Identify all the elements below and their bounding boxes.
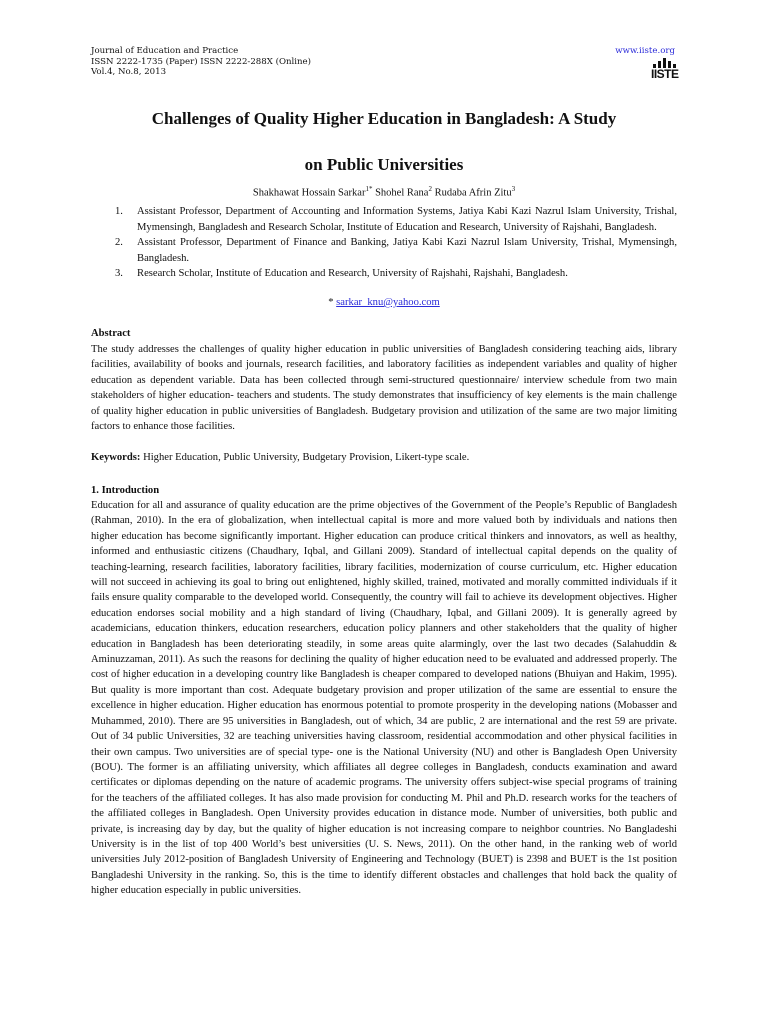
keywords-label: Keywords: (91, 452, 141, 463)
keywords-text: Higher Education, Public University, Budgetary Provision, Likert-type scale. (140, 452, 470, 463)
introduction-text: Education for all and assurance of quality education are the prime objectives of the Government of the People’s Republic of Bangladesh (Rahman, 2010). In the era of globalization, when intellectual capital is more and more valued both by individuals and nations then higher education has become significantly important. Higher education can produce critical thinkers and innovators, as well as healthy, informed and enthusiastic citizens (Chaudhary, Iqbal, and Gillani 2009). Standard of intellectual capital depends on the quality of teaching-learning, research facilities, laboratory facilities, library facilities, modernization of course curriculum, etc. Higher education will not succeed in achieving its goal to bring out enlightened, highly skilled, trained, motivated and morally committed individuals if it fails ensure quality comparable to the developed world. Consequently, the country will fail to achieve its development objectives. Higher education endorses social mobility and a high standard of living (Chaudhary, Iqbal, and Gillani 2009). It is generally agreed by academicians, education thinkers, education researchers, education policy planners and other stakeholders that the quality of higher education in Bangladesh has been deteriorating steadily, in some areas quite alarmingly, over the last two decades (Salahuddin & Aminuzzaman, 2011). As such the reasons for declining the quality of higher education need to be evaluated and addressed properly. The cost of higher education in a developing country like Bangladesh is cheaper compared to developed nations (Bhuiyan and Hakim, 1995). But quality is more important than cost. Adequate budgetary provision and proper utilization of the same are essential to ensure the excellence in higher education. Higher education has enormous potential to promote prosperity in the developing nations (Mobasser and Muhammed, 2010). There are 95 universities in Bangladesh, out of which, 34 are public, 2 are international and the rest 59 are private. Out of 34 public Universities, 32 are teaching universities having classroom, residential accommodation and other physical facilities in their own campus. Two universities are of special type- one is the National University (NU) and other is Bangladesh Open University (BOU). The former is an affiliating university, which affiliates all degree colleges in Bangladesh, conducts examination and award certificates or diplomas depending on the nature of academic programs. The university offers subject-wise special programs of training for the teachers of the affiliated colleges. It has also made provision for conducting M. Phil and Ph.D. research works for the teachers of the affiliated colleges in Bangladesh. Open University provides education in distance mode. Number of universities, both public and private, is increasing day by day, but the quality of higher education is not increasing compare to neighbor countries. No Bangladeshi University is in the list of top 400 World’s best universities (U. S. News, 2011). On the other hand, in the ranking web of world universities July 2012-position of Bangladesh University of Engineering and Technology (BUET) is 2398 and BUET is the 1st position Bangladeshi University in the ranking. So, this is the time to identify different obstacles and challenges that hold back the quality of higher education especially in public universities. (91, 500, 677, 897)
author-3-sup: 3 (511, 185, 516, 193)
paper-title-line-1: Challenges of Quality Higher Education in Bangladesh: A Study (151, 109, 617, 128)
iiste-logo (651, 58, 677, 84)
author-1-sup: 1* (365, 185, 373, 193)
affiliation-text: Assistant Professor, Department of Accounting and Information Systems, Jatiya Kabi Kazi Nazrul Islam University, Trishal, Mymensingh, Bangladesh and Research Scholar, Institute of Education and Research, University of Rajshahi, Bangladesh. (137, 206, 677, 233)
journal-header (91, 46, 677, 86)
affiliation-number: 3. (115, 268, 123, 279)
affiliation-item (91, 266, 677, 282)
affiliation-item (91, 235, 677, 266)
logo-text: IISTE (651, 67, 679, 81)
author-list (91, 185, 677, 199)
abstract-heading: Abstract (91, 328, 131, 339)
journal-name: Journal of Education and Practice (91, 46, 239, 56)
journal-info (91, 46, 677, 78)
introduction-heading: 1. Introduction (91, 485, 160, 496)
email-link[interactable]: sarkar_knu@yahoo.com (336, 297, 440, 308)
affiliation-text: Assistant Professor, Department of Finance and Banking, Jatiya Kabi Kazi Nazrul Islam University, Trishal, Mymensingh, Bangladesh. (137, 237, 677, 264)
abstract-text: The study addresses the challenges of quality higher education in public universities of Bangladesh considering teaching aids, library facilities, availability of books and journals, research facilities, and laboratory facilities as independent variables and quality of higher education as dependent variable. Data has been collected through semi-structured questionnaire/ interview schedule from two main stakeholders of higher education- teachers and students. The study demonstrates that insufficiency of key elements is the main challenge of quality higher education in public universities of Bangladesh. Budgetary provision and utilization of the same are two major limiting factors to enhance those facilities. (91, 344, 677, 433)
email-star: * (328, 297, 337, 308)
journal-url-link[interactable]: www.iiste.org (615, 46, 675, 56)
author-3: Rudaba Afrin Zitu (431, 187, 512, 199)
corresponding-email (91, 297, 677, 308)
affiliation-item (91, 204, 677, 235)
author-1: Shakhawat Hossain Sarkar (252, 187, 366, 199)
affiliation-list (91, 204, 677, 282)
author-2-sup: 2 (428, 185, 432, 193)
paper-title-line-2: on Public Universities (304, 155, 464, 174)
affiliation-number: 1. (115, 206, 123, 217)
journal-issn: ISSN 2222-1735 (Paper) ISSN 2222-288X (Online) (91, 56, 311, 67)
affiliation-number: 2. (115, 237, 123, 248)
journal-volume: Vol.4, No.8, 2013 (91, 67, 167, 78)
affiliation-text: Research Scholar, Institute of Education and Research, University of Rajshahi, Rajshahi, Bangladesh. (137, 268, 568, 279)
author-2: Shohel Rana (372, 187, 429, 199)
keywords (91, 450, 677, 465)
